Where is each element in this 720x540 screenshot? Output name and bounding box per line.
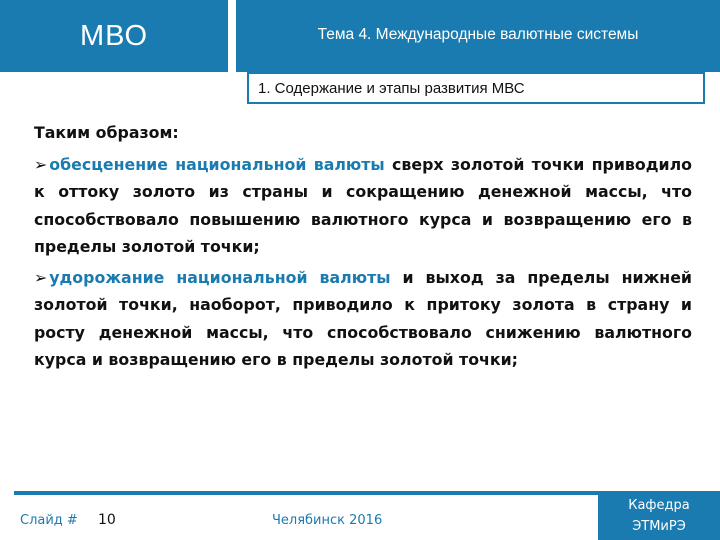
bullet-text: и выход за пределы нижней золотой точки, наоборот, приводило к притоку золота в страну и росту денежной массы, что способствовало снижению валютного курса и возвращению его в пределы золотой точки; [34,267,693,369]
department-box [598,491,720,540]
header-left-block [0,0,228,72]
bullet-item [34,151,692,261]
arrow-bullet-icon: ➢ [34,267,48,287]
header-right-block [236,0,720,72]
header-left-title: МВО [79,19,149,52]
section-subtitle: 1. Содержание и этапы развития МВС [258,79,525,97]
subtitle-box [247,72,705,104]
bullet-highlight: удорожание национальной валюты [49,267,391,287]
bullet-text: сверх золотой точки приводило к оттоку золото из страны и сокращению денежной массы, что способствовало повышению валютного курса и возвращению его в пределы золотой точки; [34,154,693,256]
arrow-bullet-icon: ➢ [34,154,48,174]
slide-label: Слайд # [20,513,78,528]
slide-content [34,119,692,377]
bullet-item [34,264,692,374]
footer-divider [14,491,598,495]
content-intro: Таким образом: [34,123,179,142]
bullet-highlight: обесценение национальной валюты [49,154,385,174]
department-line-1: Кафедра [628,498,690,513]
department-line-2: ЭТМиРЭ [632,519,686,534]
city-year: Челябинск 2016 [272,513,383,528]
slide-number: 10 [98,512,116,528]
header-topic-title: Тема 4. Международные валютные системы [317,26,639,43]
